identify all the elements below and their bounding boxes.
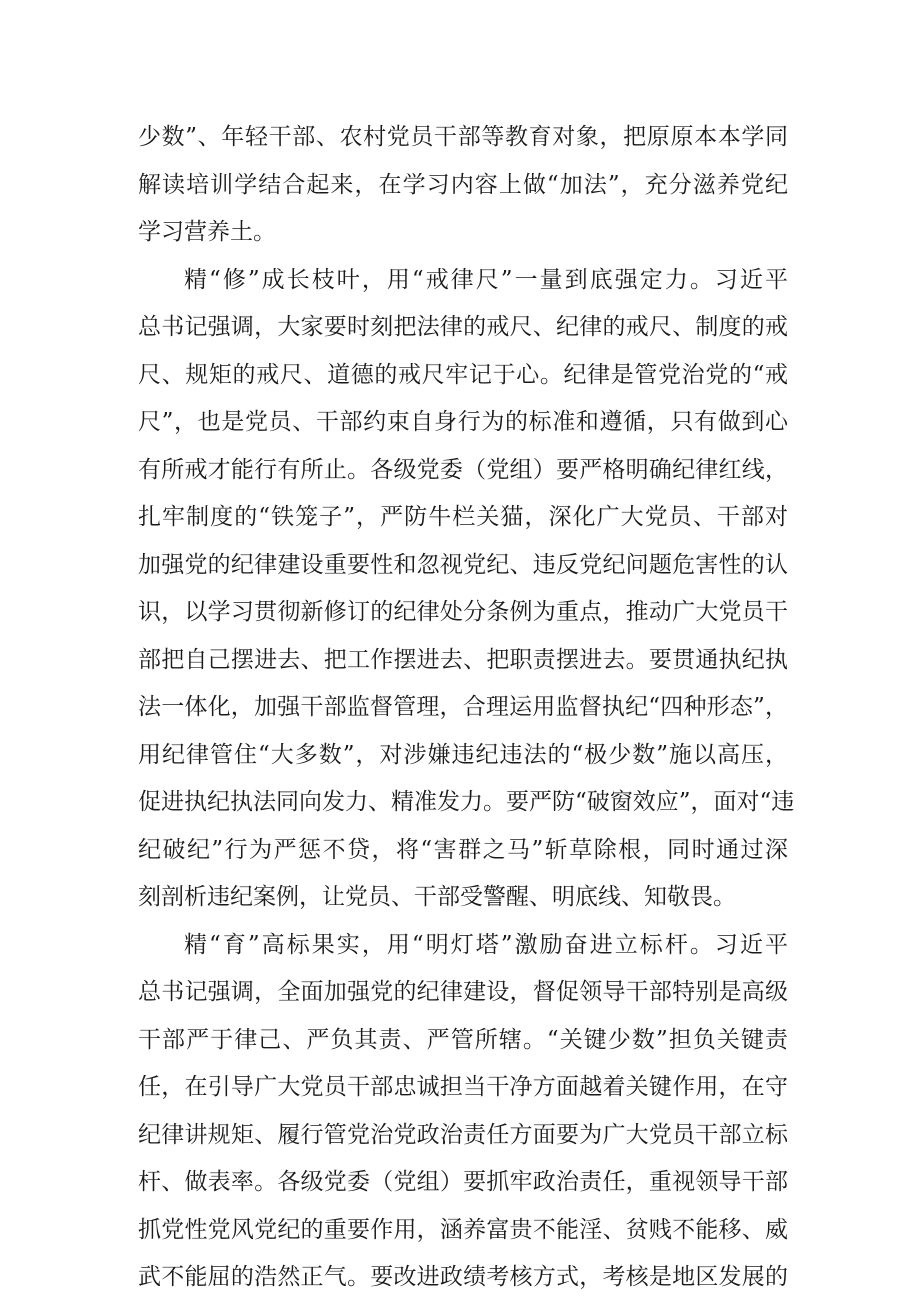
text-line: 加强党的纪律建设重要性和忽视党纪、违反党纪问题危害性的认 bbox=[138, 551, 788, 578]
text-line: 刻剖析违纪案例，让党员、干部受警醒、明底线、知敬畏。 bbox=[138, 884, 736, 910]
text-line: 武不能屈的浩然正气。要改进政绩考核方式，考核是地区发展的 bbox=[138, 1264, 788, 1290]
text-line: 促进执纪执法同向发力、精准发力。要严防“破窗效应”，面对“违 bbox=[138, 789, 795, 815]
text-line: 抓党性党风党纪的重要作用，涵养富贵不能淫、贫贱不能移、威 bbox=[138, 1216, 788, 1243]
text-line: 学习营养土。 bbox=[138, 219, 276, 245]
text-line: 部把自己摆进去、把工作摆进去、把职责摆进去。要贯通执纪执 bbox=[138, 646, 788, 673]
text-line: 总书记强调，大家要时刻把法律的戒尺、纪律的戒尺、制度的戒 bbox=[138, 314, 788, 340]
text-line: 纪律讲规矩、履行管党治党政治责任方面要为广大党员干部立标 bbox=[138, 1121, 788, 1148]
paragraph-first-line: 精“育”高标果实，用“明灯塔”激励奋进立标杆。习近平 bbox=[184, 931, 788, 958]
text-line: 任，在引导广大党员干部忠诚担当干净方面越着关键作用，在守 bbox=[138, 1074, 788, 1100]
text-line: 扎牢制度的“铁笼子”，严防牛栏关猫，深化广大党员、干部对 bbox=[138, 504, 788, 530]
text-line: 用纪律管住“大多数”，对涉嫌违纪违法的“极少数”施以高压， bbox=[138, 741, 788, 768]
text-line: 纪破纪”行为严惩不贷，将“害群之马”斩草除根，同时通过深 bbox=[138, 836, 788, 863]
text-line: 有所戒才能行有所止。各级党委（党组）要严格明确纪律红线， bbox=[138, 456, 788, 483]
document-body bbox=[138, 114, 795, 1302]
text-line: 识，以学习贯彻新修订的纪律处分条例为重点，推动广大党员干 bbox=[138, 599, 788, 625]
text-line: 总书记强调，全面加强党的纪律建设，督促领导干部特别是高级 bbox=[138, 979, 788, 1005]
text-line: 解读培训学结合起来，在学习内容上做“加法”，充分滋养党纪 bbox=[138, 171, 788, 198]
paragraph-first-line: 精“修”成长枝叶，用“戒律尺”一量到底强定力。习近平 bbox=[184, 266, 788, 293]
text-line: 尺”，也是党员、干部约束自身行为的标准和遵循，只有做到心 bbox=[138, 409, 788, 435]
text-line: 尺、规矩的戒尺、道德的戒尺牢记于心。纪律是管党治党的“戒 bbox=[138, 361, 788, 388]
text-line: 干部严于律己、严负其责、严管所辖。“关键少数”担负关键责 bbox=[138, 1026, 788, 1053]
text-line: 少数”、年轻干部、农村党员干部等教育对象，把原原本本学同 bbox=[138, 124, 788, 150]
text-line: 杆、做表率。各级党委（党组）要抓牢政治责任，重视领导干部 bbox=[138, 1169, 788, 1195]
text-line: 法一体化，加强干部监督管理，合理运用监督执纪“四种形态”， bbox=[138, 694, 788, 720]
